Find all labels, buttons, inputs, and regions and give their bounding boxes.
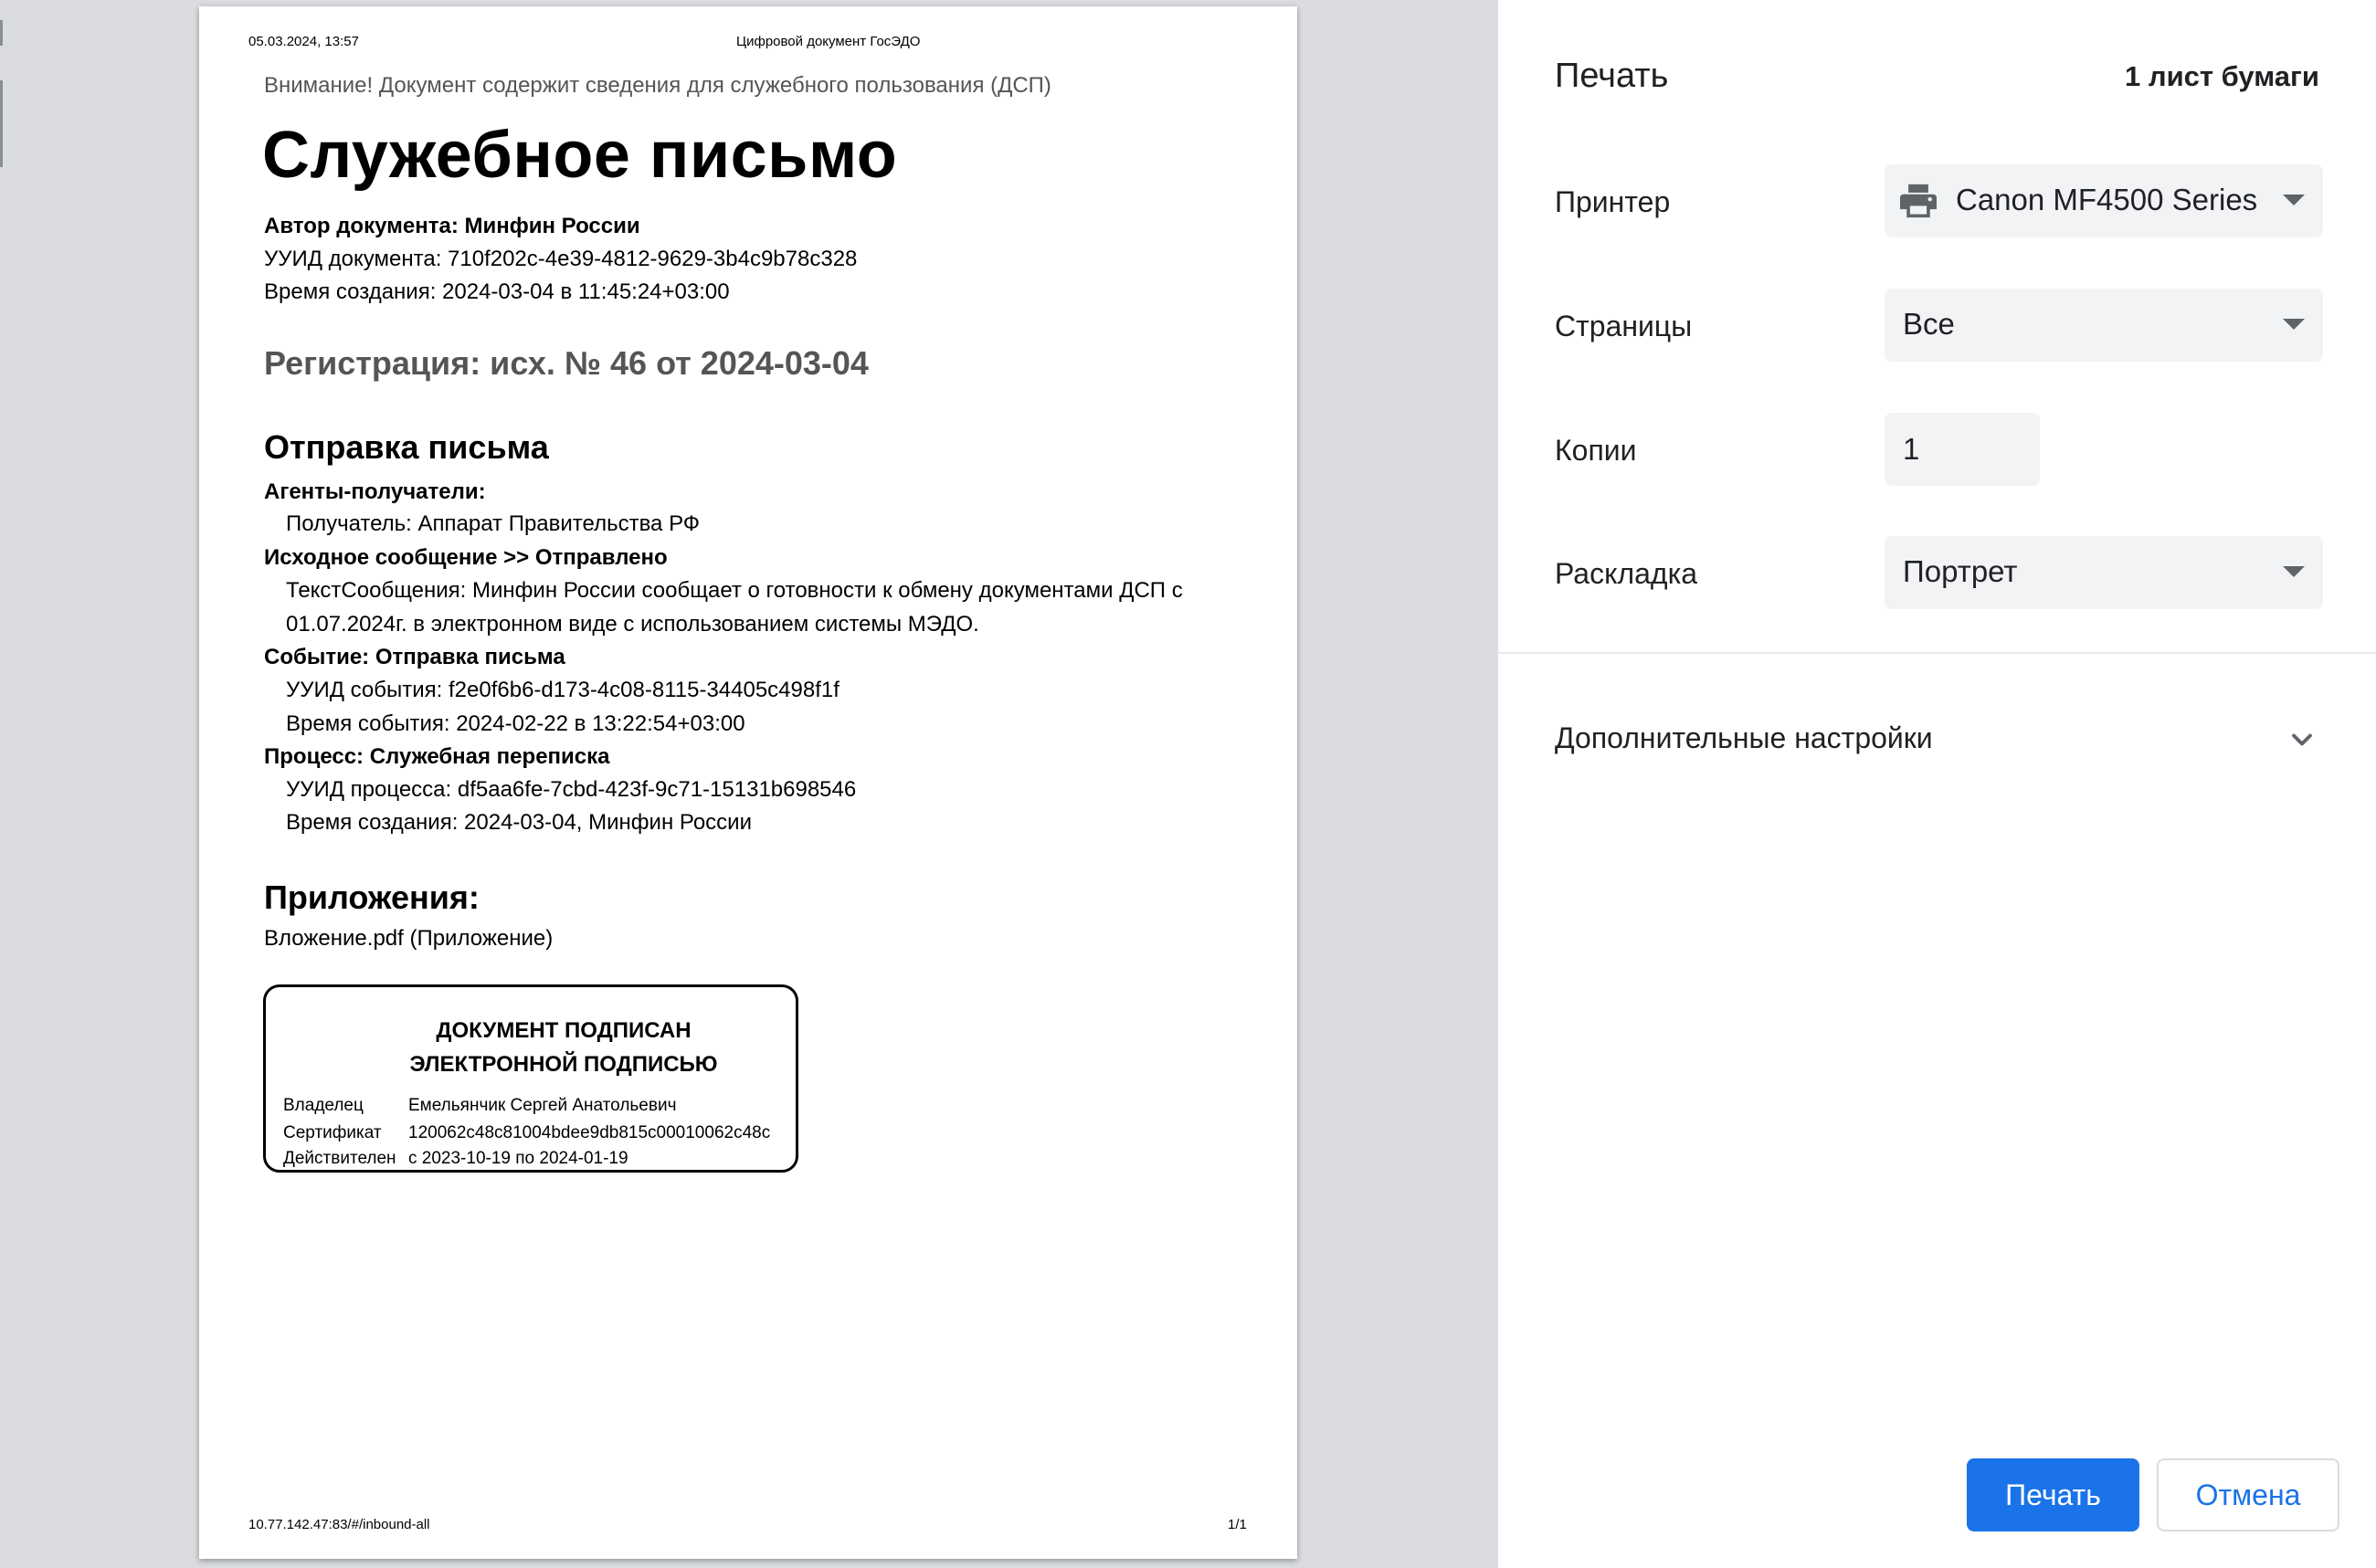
dsp-warning: Внимание! Документ содержит сведения для служебного пользования (ДСП) bbox=[264, 73, 1051, 98]
printer-icon bbox=[1898, 183, 1938, 219]
pages-value: Все bbox=[1903, 307, 1955, 341]
stamp-cert-value: 120062c48c81004bdee9db815c00010062c48c bbox=[408, 1123, 771, 1142]
stamp-title-line: ЭЛЕКТРОННОЙ ПОДПИСЬЮ bbox=[409, 1052, 718, 1077]
layout-label: Раскладка bbox=[1555, 557, 1698, 590]
document-author: Автор документа: Минфин России bbox=[264, 214, 640, 238]
printer-value: Canon MF4500 Series bbox=[1956, 183, 2258, 216]
process-created: Время создания: 2024-03-04, Минфин России bbox=[286, 810, 752, 835]
sending-heading: Отправка письма bbox=[264, 428, 549, 466]
stamp-title-line: ДОКУМЕНТ ПОДПИСАН bbox=[436, 1018, 692, 1043]
edge-mark bbox=[0, 80, 3, 167]
dropdown-arrow-icon bbox=[2283, 319, 2305, 330]
print-button[interactable]: Печать bbox=[1967, 1458, 2139, 1531]
document-created: Время создания: 2024-03-04 в 11:45:24+03:00 bbox=[264, 279, 730, 304]
event-uuid: УУИД события: f2e0f6b6-d173-4c08-8115-34405c498f1f bbox=[286, 678, 840, 702]
copies-input[interactable] bbox=[1885, 413, 2040, 486]
header-title: Цифровой документ ГосЭДО bbox=[736, 34, 921, 49]
printer-select[interactable] bbox=[1885, 164, 2323, 237]
agents-label: Агенты-получатели: bbox=[264, 479, 486, 504]
print-settings-panel bbox=[1498, 0, 2376, 1568]
footer-page-number: 1/1 bbox=[1228, 1517, 1247, 1532]
cancel-button[interactable]: Отмена bbox=[2157, 1458, 2339, 1531]
pages-label: Страницы bbox=[1555, 310, 1693, 342]
stamp-owner-label: Владелец bbox=[283, 1096, 364, 1115]
header-datetime: 05.03.2024, 13:57 bbox=[248, 34, 359, 49]
panel-title: Печать bbox=[1555, 57, 1669, 95]
layout-select[interactable] bbox=[1885, 536, 2323, 609]
document-title: Служебное письмо bbox=[262, 119, 898, 192]
event-label: Событие: Отправка письма bbox=[264, 645, 565, 669]
recipient: Получатель: Аппарат Правительства РФ bbox=[286, 511, 701, 536]
process-label: Процесс: Служебная переписка bbox=[264, 744, 610, 769]
attachment-item: Вложение.pdf (Приложение) bbox=[264, 926, 554, 951]
source-message: Исходное сообщение >> Отправлено bbox=[264, 545, 668, 570]
divider bbox=[1498, 652, 2376, 654]
chevron-down-icon[interactable] bbox=[2286, 723, 2318, 756]
document-uuid: УУИД документа: 710f202c-4e39-4812-9629-3b4c9b78c328 bbox=[264, 247, 858, 271]
pages-select[interactable] bbox=[1885, 289, 2323, 362]
process-uuid: УУИД процесса: df5aa6fe-7cbd-423f-9c71-15131b698546 bbox=[286, 777, 857, 802]
stamp-owner-value: Емельянчик Сергей Анатольевич bbox=[408, 1096, 677, 1115]
copies-label: Копии bbox=[1555, 434, 1637, 467]
layout-value: Портрет bbox=[1903, 554, 2018, 588]
stamp-valid-value: с 2023-10-19 по 2024-01-19 bbox=[408, 1149, 628, 1168]
registration-heading: Регистрация: исх. № 46 от 2024-03-04 bbox=[264, 344, 869, 382]
dropdown-arrow-icon bbox=[2283, 195, 2305, 205]
more-settings-toggle[interactable]: Дополнительные настройки bbox=[1555, 721, 1933, 754]
footer-url: 10.77.142.47:83/#/inbound-all bbox=[248, 1517, 430, 1532]
printer-label: Принтер bbox=[1555, 185, 1671, 218]
stamp-cert-label: Сертификат bbox=[283, 1123, 382, 1142]
event-time: Время события: 2024-02-22 в 13:22:54+03:00 bbox=[286, 711, 745, 736]
dropdown-arrow-icon bbox=[2283, 566, 2305, 577]
attachments-heading: Приложения: bbox=[264, 879, 480, 916]
edge-mark bbox=[0, 20, 3, 46]
document-page bbox=[199, 6, 1297, 1559]
message-text-line: ТекстСообщения: Минфин России сообщает о готовности к обмену документами ДСП с bbox=[286, 578, 1183, 603]
signature-stamp bbox=[263, 984, 798, 1173]
message-text-line: 01.07.2024г. в электронном виде с использованием системы МЭДО. bbox=[286, 612, 979, 637]
sheet-count: 1 лист бумаги bbox=[2125, 60, 2319, 92]
stamp-valid-label: Действителен bbox=[283, 1149, 396, 1168]
